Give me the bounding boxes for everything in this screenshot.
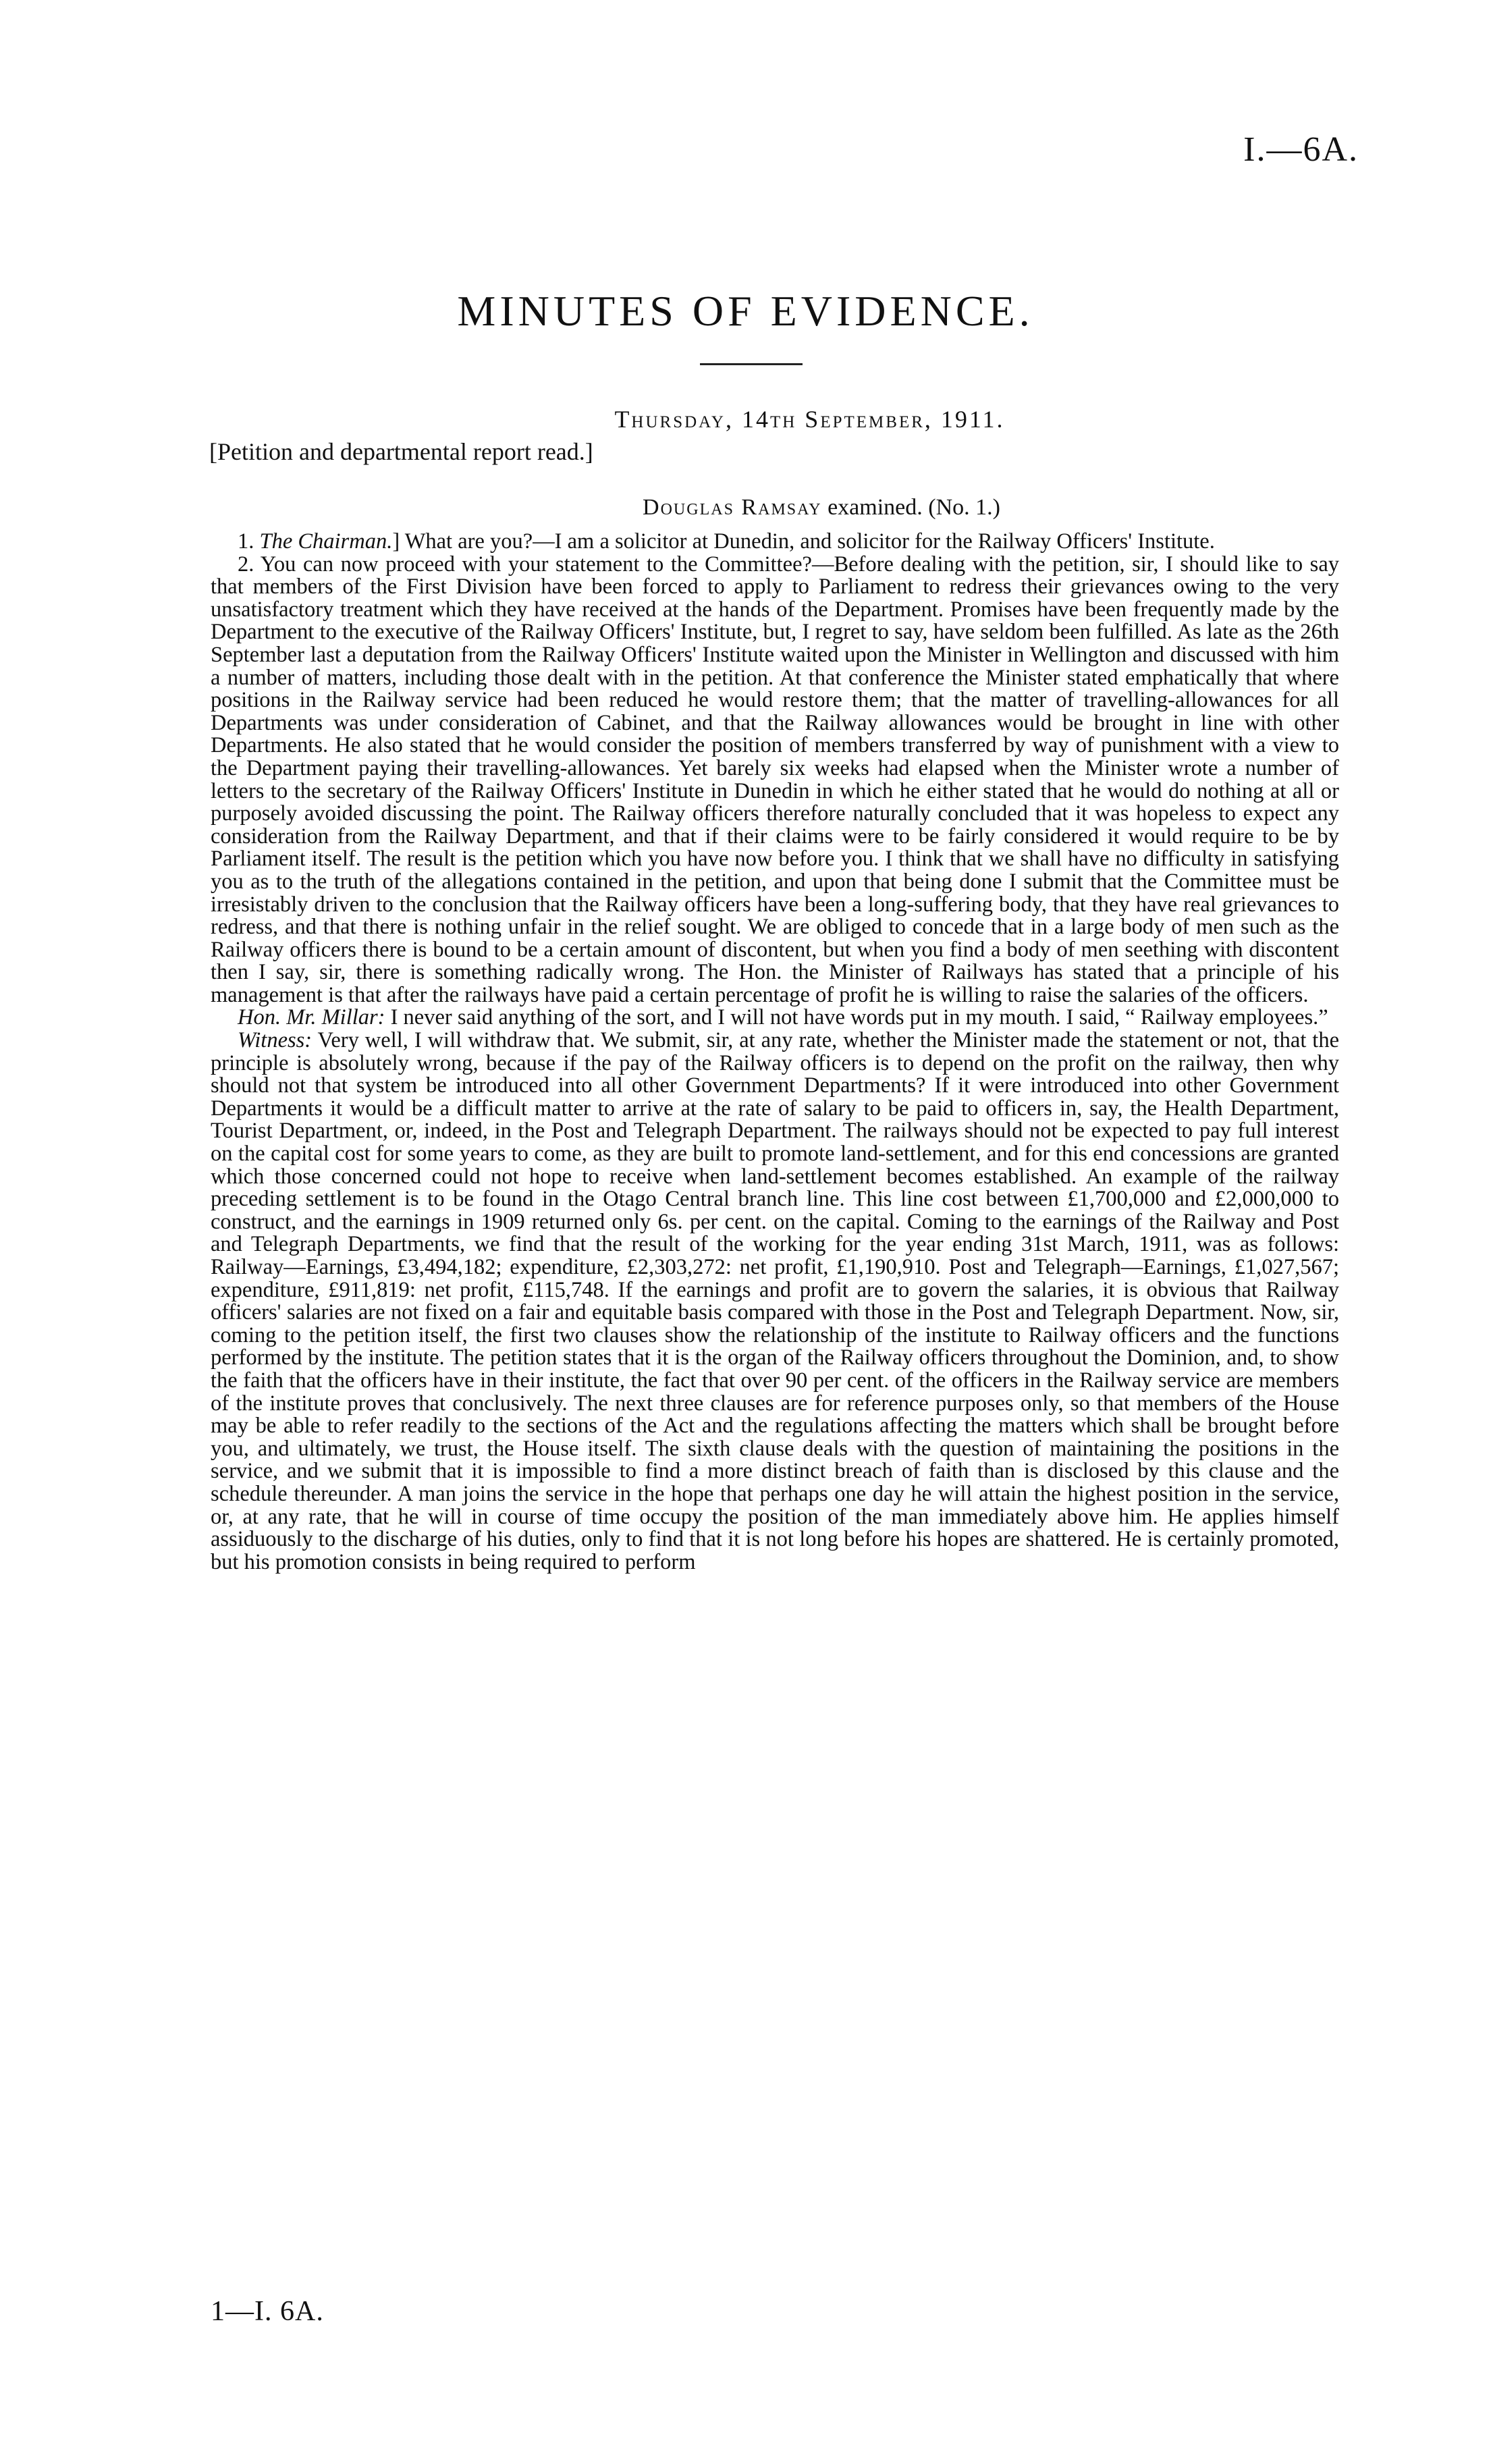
witness-heading [0, 495, 1491, 520]
proceedings-note: [Petition and departmental report read.] [209, 438, 593, 465]
page-title: MINUTES OF EVIDENCE. [457, 287, 1034, 335]
question-text: ] What are you?—I am a solicitor at Dunedin, and solicitor for the Railway Officers' Institute. [392, 529, 1215, 554]
question-text: You can now proceed with your statement to the Committee?—Before dealing with the petition, sir, I should like to say that members of the First Division have been forced to apply to Parliament to redress their grievances owing to the very unsatisfactory treatment which they have received at the hands of the Department. Promises have been frequently made by the Department to the executive of the Railway Officers' Institute, but, I regret to say, have seldom been fulfilled. As late as the 26th September last a deputation from the Railway Officers' Institute waited upon the Minister in Wellington and discussed with him a number of matters, including those dealt with in the petition. At that conference the Minister stated emphatically that where positions in the Railway service had been reduced he would restore them; that the matter of travelling-allowances for all Departments was under consideration of Cabinet, and that the Railway allowances would be brought in line with other Departments. He also stated that he would consider the position of members transferred by way of punishment with a view to the Department paying their travelling-allowances. Yet barely six weeks had elapsed when the Minister wrote a number of letters to the secretary of the Railway Officers' Institute in Dunedin in which he either stated that he would do nothing at all or purposely avoided discussing the point. The Railway officers therefore naturally concluded that it was hopeless to expect any consideration from the Railway Department, and that if their claims were to be fairly considered it would require to be by Parliament itself. The result is the petition which you have now before you. I think that we shall have no difficulty in satisfying you as to the truth of the allegations contained in the petition, and upon that being done I submit that the Committee must be irresistably driven to the conclusion that the Railway officers have been a long-suffering body, that they have real grievances to redress, and that there is nothing unfair in the relief sought. We are obliged to concede that in a large body of men such as the Railway officers there is bound to be a certain amount of discontent, but when you find a body of men seething with discontent then I say, sir, there is something radically wrong. The Hon. the Minister of Railways has stated that a principle of his management is that after the railways have paid a certain percentage of profit he is willing to raise the salaries of the officers. [211, 552, 1339, 1007]
witness-reply [211, 1029, 1339, 1574]
speaker-chairman: The Chairman. [259, 529, 393, 554]
question-1 [211, 531, 1339, 554]
question-number: 1. [238, 529, 254, 554]
speaker-millar: Hon. Mr. Millar: [238, 1005, 385, 1030]
reply-text: Very well, I will withdraw that. We submit, sir, at any rate, whether the Minister made the statement or not, that the principle is absolutely wrong, because if the pay of the Railway officers is to depend on the profit on the railway, then why should not that system be introduced into all other Government Departments? If it were introduced into other Government Departments it would be a difficult matter to arrive at the rate of salary to be paid to officers in, say, the Health Department, Tourist Department, or, indeed, in the Post and Telegraph Department. The railways should not be expected to pay full interest on the capital cost for some years to come, as they are built to promote land-settlement, and for this end concessions are granted which those concerned could not hope to receive when land-settlement becomes established. An example of the railway preceding settlement is to be found in the Otago Central branch line. This line cost between £1,700,000 and £2,000,000 to construct, and the earnings in 1909 returned only 6s. per cent. on the capital. Coming to the earnings of the Railway and Post and Telegraph Departments, we find that the result of the working for the year ending 31st March, 1911, was as follows: Railway—Earnings, £3,494,182; expenditure, £2,303,272: net profit, £1,190,910. Post and Telegraph—Earnings, £1,027,567; expenditure, £911,819: net profit, £115,748. If the earnings and profit are to govern the salaries, it is obvious that Railway officers' salaries are not fixed on a fair and equitable basis compared with those in the Post and Telegraph Department. Now, sir, coming to the petition itself, the first two clauses show the relationship of the institute to Railway officers and the functions performed by the institute. The petition states that it is the organ of the Railway officers throughout the Dominion, and, to show the faith that the officers have in their institute, the fact that over 90 per cent. of the officers in the Railway service are members of the institute proves that conclusively. The next three clauses are for reference purposes only, so that members of the House may be able to refer readily to the sections of the Act and the regulations affecting the matters which shall be brought before you, and ultimately, we trust, the House itself. The sixth clause deals with the question of maintaining the positions in the service, and we submit that it is impossible to find a more distinct breach of faith than is disclosed by this clause and the schedule thereunder. A man joins the service in the hope that perhaps one day he will attain the highest position in the service, or, at any rate, that he will in course of time occupy the position of the man immediately above him. He applies himself assiduously to the discharge of his duties, only to find that it is not long before his hopes are shattered. He is certainly promoted, but his promotion consists in being required to perform [211, 1028, 1339, 1574]
evidence-body [211, 531, 1339, 1574]
question-number: 2. [238, 552, 254, 577]
interjection-millar [211, 1007, 1339, 1029]
page-signature: 1—I. 6A. [211, 2296, 324, 2327]
page-number: I.—6A. [1243, 130, 1359, 169]
speaker-witness: Witness: [238, 1028, 313, 1053]
title-divider [700, 363, 803, 365]
witness-examined: examined. (No. 1.) [828, 495, 1000, 520]
interjection-text: I never said anything of the sort, and I will not have words put in my mouth. I said, “ Railway employees.” [385, 1005, 1328, 1030]
session-date: Thursday, 14th September, 1911. [614, 406, 1005, 433]
question-2 [211, 554, 1339, 1007]
witness-name: Douglas Ramsay [643, 495, 822, 520]
